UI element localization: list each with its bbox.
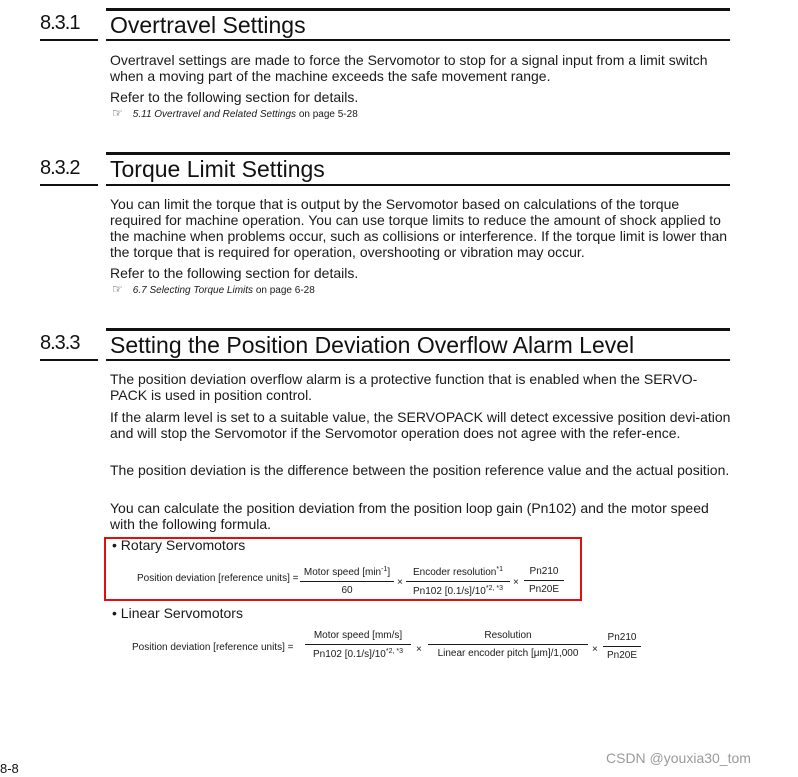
section-title: Overtravel Settings bbox=[110, 12, 306, 38]
paragraph: If the alarm level is set to a suitable value, the SERVOPACK will detect excessive position devi-ation and will stop the Servomotor if the Servomotor operation does not agree with the refer-ence. bbox=[110, 409, 731, 441]
fraction-numerator: Motor speed [mm/s] bbox=[305, 630, 411, 645]
bullet-linear-servomotors: • Linear Servomotors bbox=[112, 605, 243, 621]
multiply-sign: × bbox=[397, 577, 403, 588]
section-number-8-3-2: 8.3.2 bbox=[40, 157, 80, 179]
reference-page: on page 5-28 bbox=[298, 109, 358, 120]
section-number-8-3-1: 8.3.1 bbox=[40, 12, 80, 34]
paragraph: Overtravel settings are made to force the Servomotor to stop for a signal input from a limit switch when a moving part of the machine exceeds the safe movement range. bbox=[110, 52, 708, 84]
section-rule-bottom bbox=[106, 184, 730, 186]
section-rule-bottom bbox=[106, 39, 730, 41]
section-rule-bottom bbox=[106, 359, 730, 361]
section-rule-left bbox=[40, 359, 98, 361]
fraction-numerator: Resolution bbox=[428, 630, 588, 645]
paragraph: You can calculate the position deviation from the position loop gain (Pn102) and the motor speed with the following formula. bbox=[110, 500, 709, 532]
fraction-encoder-resolution bbox=[406, 566, 510, 597]
paragraph: Refer to the following section for details. bbox=[110, 265, 359, 281]
paragraph: The position deviation is the difference between the position reference value and the actual position. bbox=[110, 462, 730, 478]
fraction-electronic-gear bbox=[603, 632, 641, 661]
pointing-hand-icon: ☞ bbox=[112, 106, 123, 120]
section-rule-left bbox=[40, 184, 98, 186]
watermark: CSDN @youxia30_tom bbox=[606, 750, 751, 766]
section-number-8-3-3: 8.3.3 bbox=[40, 332, 80, 354]
cross-reference[interactable] bbox=[112, 106, 358, 120]
fraction-denominator: Pn20E bbox=[606, 650, 638, 661]
fraction-denominator: 60 bbox=[341, 585, 353, 596]
paragraph: Refer to the following section for details. bbox=[110, 89, 359, 105]
fraction-motor-speed bbox=[300, 566, 394, 596]
multiply-sign: × bbox=[416, 644, 422, 655]
bullet-rotary-servomotors: • Rotary Servomotors bbox=[112, 537, 246, 553]
paragraph: The position deviation overflow alarm is a protective function that is enabled when the SERVO-PACK is used in position control. bbox=[110, 371, 698, 403]
section-title: Setting the Position Deviation Overflow Alarm Level bbox=[110, 332, 635, 358]
fraction-electronic-gear bbox=[524, 566, 564, 595]
fraction-motor-speed bbox=[305, 630, 411, 660]
formula-label: Position deviation [reference units] = bbox=[132, 642, 294, 653]
fraction-numerator: Motor speed $[\min^{-1}]$ bbox=[300, 566, 394, 582]
formula-label: Position deviation [reference units] = bbox=[137, 573, 299, 584]
fraction-denominator: Pn102 $[0.1/s]/10^{*2, *3}$ bbox=[413, 585, 503, 597]
fraction-numerator: Pn210 bbox=[603, 632, 641, 647]
multiply-sign: × bbox=[592, 644, 598, 655]
section-rule-top bbox=[106, 8, 730, 11]
reference-title: 6.7 Selecting Torque Limits bbox=[132, 285, 254, 296]
section-rule-top bbox=[106, 152, 730, 155]
reference-page: on page 6-28 bbox=[255, 285, 315, 296]
page-number: 8-8 bbox=[0, 761, 19, 776]
section-rule-left bbox=[40, 39, 98, 41]
fraction-denominator: Pn102 $[0.1/s]/10^{*2, *3}$ bbox=[313, 648, 403, 660]
fraction-denominator: Linear encoder pitch [μm]/1,000 bbox=[437, 648, 579, 659]
fraction-denominator: Pn20E bbox=[528, 584, 560, 595]
fraction-numerator: Encoder resolution$^{*1}$ bbox=[406, 566, 510, 582]
fraction-numerator: Pn210 bbox=[524, 566, 564, 581]
multiply-sign: × bbox=[513, 577, 519, 588]
paragraph: You can limit the torque that is output by the Servomotor based on calculations of the torque required for machine operation. You can use torque limits to reduce the amount of shock applied to the machine when problems occur, such as collisions or interference. If the torque limit is lower than the torque that is required for operation, overshooting or vibration may occur. bbox=[110, 196, 728, 260]
section-title: Torque Limit Settings bbox=[110, 156, 325, 182]
section-rule-top bbox=[106, 328, 730, 331]
reference-title: 5.11 Overtravel and Related Settings bbox=[132, 109, 297, 120]
pointing-hand-icon: ☞ bbox=[112, 282, 123, 296]
cross-reference[interactable] bbox=[112, 282, 315, 296]
fraction-resolution bbox=[428, 630, 588, 659]
